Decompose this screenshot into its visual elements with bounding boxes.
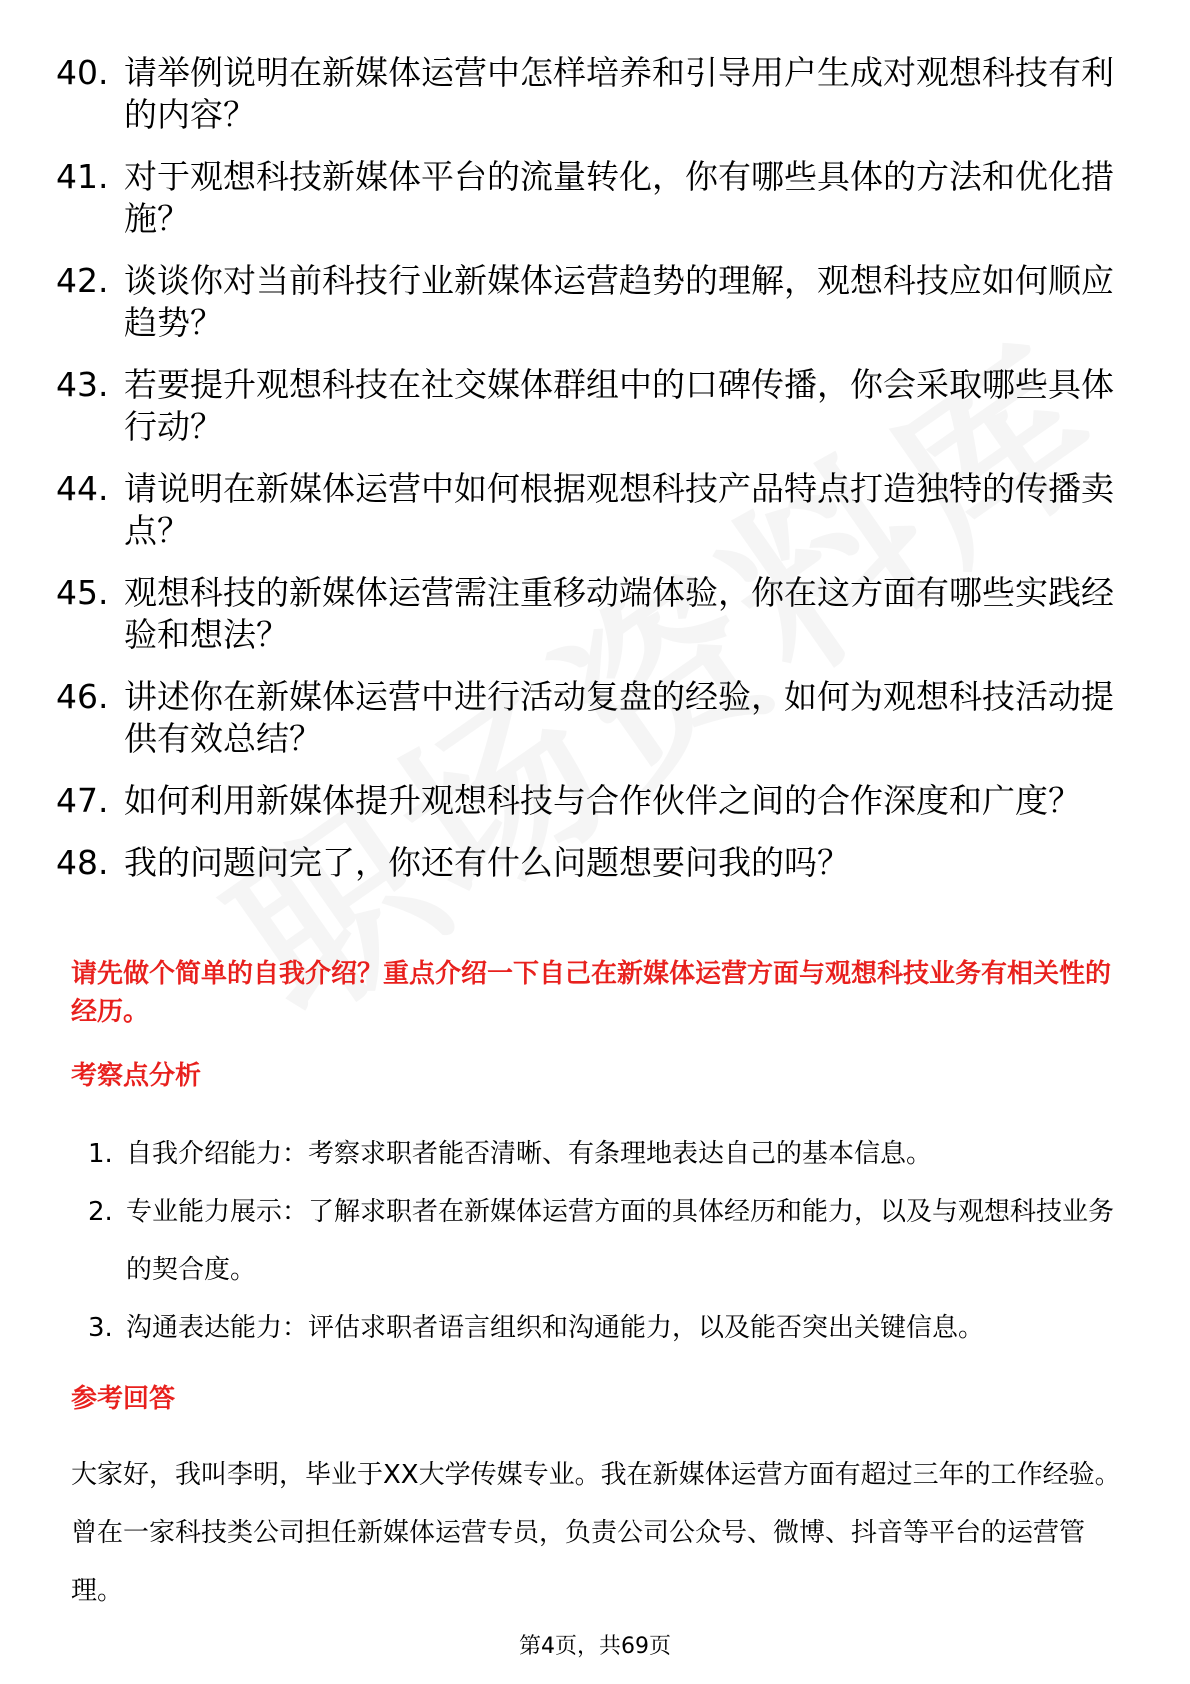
question-text: 讲述你在新媒体运营中进行活动复盘的经验，如何为观想科技活动提供有效总结？ — [124, 677, 1114, 758]
question-number: 43. — [56, 365, 109, 404]
page-footer: 第4页，共69页 — [519, 1634, 671, 1659]
analysis-heading: 考察点分析 — [71, 1061, 202, 1091]
question-number: 40. — [56, 53, 109, 92]
question-item — [56, 842, 1136, 884]
question-number: 48. — [56, 843, 109, 882]
answer-paragraph: 大家好，我叫李明，毕业于XX大学传媒专业。我在新媒体运营方面有超过三年的工作经验。曾在一家科技类公司担任新媒体运营专员，负责公司公众号、微博、抖音等平台的运营管理。 — [71, 1460, 1121, 1606]
point-number: 3. — [88, 1313, 113, 1343]
answer-heading: 参考回答 — [71, 1384, 176, 1414]
analysis-point — [70, 1125, 1130, 1183]
point-number: 2. — [88, 1197, 113, 1227]
question-number: 44. — [56, 469, 109, 508]
question-text: 请举例说明在新媒体运营中怎样培养和引导用户生成对观想科技有利的内容？ — [124, 53, 1114, 134]
point-text: 沟通表达能力：评估求职者语言组织和沟通能力，以及能否突出关键信息。 — [126, 1313, 985, 1343]
question-text: 请说明在新媒体运营中如何根据观想科技产品特点打造独特的传播卖点？ — [124, 469, 1114, 550]
question-item — [56, 468, 1136, 552]
question-item — [56, 572, 1136, 656]
question-number: 41. — [56, 157, 109, 196]
question-item — [56, 260, 1136, 344]
point-number: 1. — [88, 1139, 113, 1169]
question-text: 观想科技的新媒体运营需注重移动端体验，你在这方面有哪些实践经验和想法？ — [124, 573, 1114, 654]
question-number: 42. — [56, 261, 109, 300]
question-text: 对于观想科技新媒体平台的流量转化，你有哪些具体的方法和优化措施？ — [124, 157, 1114, 238]
question-item — [56, 676, 1136, 760]
question-number: 45. — [56, 573, 109, 612]
question-number: 46. — [56, 677, 109, 716]
question-text: 我的问题问完了，你还有什么问题想要问我的吗？ — [124, 843, 850, 882]
question-text: 若要提升观想科技在社交媒体群组中的口碑传播，你会采取哪些具体行动？ — [124, 365, 1114, 446]
question-item — [56, 52, 1136, 136]
point-text: 自我介绍能力：考察求职者能否清晰、有条理地表达自己的基本信息。 — [126, 1139, 933, 1169]
question-list — [56, 52, 1136, 904]
analysis-point — [70, 1183, 1130, 1299]
question-text: 如何利用新媒体提升观想科技与合作伙伴之间的合作深度和广度？ — [124, 781, 1081, 820]
question-item — [56, 156, 1136, 240]
question-number: 47. — [56, 781, 109, 820]
question-text: 谈谈你对当前科技行业新媒体运营趋势的理解，观想科技应如何顺应趋势？ — [124, 261, 1114, 342]
question-item — [56, 780, 1136, 822]
point-text: 专业能力展示：了解求职者在新媒体运营方面的具体经历和能力，以及与观想科技业务的契合度。 — [126, 1197, 1115, 1285]
analysis-points — [70, 1125, 1130, 1357]
analysis-point — [70, 1299, 1130, 1357]
interview-question-title: 请先做个简单的自我介绍？重点介绍一下自己在新媒体运营方面与观想科技业务有相关性的经历。 — [71, 959, 1112, 1027]
question-item — [56, 364, 1136, 448]
